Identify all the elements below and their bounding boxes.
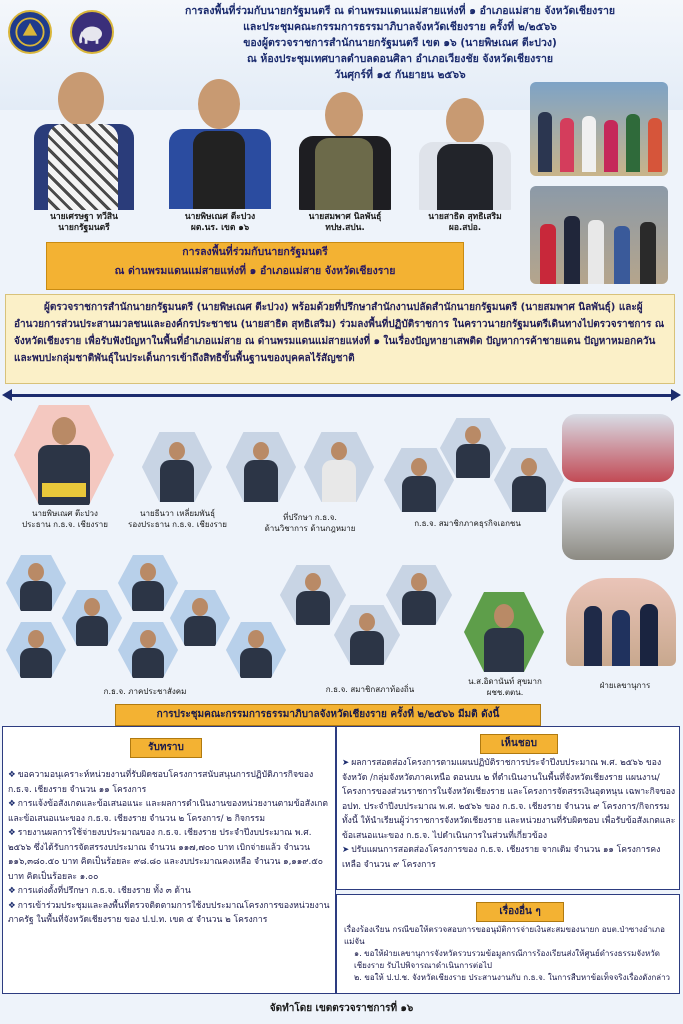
hex-photo-society	[6, 622, 66, 678]
hex-photo-society	[118, 622, 178, 678]
acknowledged-tag: รับทราบ	[130, 738, 202, 758]
acknowledged-list	[8, 768, 332, 928]
list-item: ๑. ขอให้ฝ่ายเลขานุการจังหวัดรวบรวมข้อมูลกรณีการร้องเรียนส่งให้ศูนย์ดำรงธรรมจังหวัดเชียงราย รับไปพิจารณาดำเนินการต่อไป	[354, 949, 660, 970]
visit-summary: ผู้ตรวจราชการสำนักนายกรัฐมนตรี (นายพิษเณศ ตีะปวง) พร้อมด้วยที่ปรึกษาสำนักงานปลัดสำนักนายกรัฐมนตรี (นายสมพาศ นิลพันธุ์) และผู้อำนวยการส่วนประสานมวลชนและองค์กรประชาชน (นายสาธิต สุทธิเสริม) ร่วมลงพื้นที่ปฏิบัติราชการ ในคราวนายกรัฐมนตรีเดินทางไปตรวจราชการ ณ จังหวัดเชียงราย เพื่อรับฟังปัญหาในพื้นที่อำเภอแม่สาย ณ ด่านพรมแดนแม่สายแห่งที่ ๑ ในเรื่องปัญหายาเสพติด ปัญหาการค้าชายแดน ปัญหาหมอกควัน และพบปะกลุ่มชาติพันธุ์ในประเด็นการเข้าถึงสิทธิขั้นพื้นฐานของบุคคลไร้สัญชาติ	[5, 294, 675, 384]
other-matters-tag: เรื่องอื่น ๆ	[476, 902, 564, 922]
meeting-room-photo	[562, 414, 674, 482]
meeting-room-photo	[562, 488, 674, 560]
group-label-advisor: ที่ปรึกษา ก.ธ.จ. ด้านวิชาการ ด้านกฎหมาย	[264, 513, 356, 533]
hex-photo-local	[386, 565, 452, 625]
portrait-caption: นายสาธิต สุทธิเสริม ผอ.สปอ.	[428, 212, 502, 233]
title-line: และประชุมคณะกรรมการธรรมาภิบาลจังหวัดเชียงราย ครั้งที่ ๒/๒๕๖๖	[243, 21, 557, 33]
hex-photo-member	[142, 432, 212, 502]
group-label-business: ก.ธ.จ. สมาชิกภาคธุรกิจเอกชน	[414, 519, 521, 528]
visit-banner	[46, 242, 464, 290]
event-photo-visit	[530, 186, 668, 284]
title-line: ณ ห้องประชุมเทศบาลตำบลดอนศิลา อำเภอเวียงชัย จังหวัดเชียงราย	[247, 53, 553, 65]
hex-photo-society	[226, 622, 286, 678]
portrait-photo-pm	[28, 70, 140, 210]
hex-photo-society	[6, 555, 66, 611]
hex-photo-rep	[464, 592, 544, 672]
banner-line: การลงพื้นที่ร่วมกับนายกรัฐมนตรี	[182, 246, 328, 258]
section-divider	[8, 394, 673, 397]
hex-photo-society	[170, 590, 230, 646]
hex-photo-chair	[14, 405, 114, 505]
portrait-caption: นายสมพาศ นิลพันธุ์ ทปษ.สปน.	[308, 212, 382, 233]
group-label-local-council: ก.ธ.จ. สมาชิกสภาท้องถิ่น	[325, 685, 415, 694]
hex-photo-society	[62, 590, 122, 646]
approved-list	[342, 756, 676, 872]
list-item: ➤ ผลการสอดส่องโครงการตามแผนปฏิบัติราชการประจำปีงบประมาณ พ.ศ. ๒๕๖๖ ของจังหวัด /กลุ่มจังหวัดภาคเหนือ ตอนบน ๒ ที่ดำเนินงานในพื้นที่จังหวัดเชียงราย แผนงาน/โครงการของส่วนราชการในจังหวัดเชียงราย และโครงการจัดสรรเงินอุดหนุน เฉพาะกิจของ อปท. ประจำปีงบประมาณ พ.ศ. ๒๕๖๖ ของ ก.ธ.จ. เชียงราย จำนวน ๙ โครงการ/กิจกรรม ทั้งนี้ ให้นำเรียนผู้ว่าราชการจังหวัดเชียงราย และหน่วยงานที่รับผิดชอบ เพื่อรับข้อสังเกตและข้อเสนอแนะของ ก.ธ.จ. ไปดำเนินการในส่วนที่เกี่ยวข้อง	[342, 758, 676, 841]
banner-line: ณ ด่านพรมแดนแม่สายแห่งที่ ๑ อำเภอแม่สาย จังหวัดเชียงราย	[114, 265, 396, 277]
list-item: ➤ ปรับแผนการสอดส่องโครงการของ ก.ธ.จ. เชียงราย จากเดิม จำนวน ๑๑ โครงการคงเหลือ จำนวน ๙ โครงการ	[342, 845, 661, 870]
hex-photo-local	[334, 605, 400, 665]
footer-credit: จัดทำโดย เขตตรวจราชการที่ ๑๖	[269, 1003, 414, 1014]
portrait-photo-advisor	[295, 88, 395, 210]
list-item: ❖ ขอความอนุเคราะห์หน่วยงานที่รับผิดชอบโครงการสนับสนุนการปฏิบัติภารกิจของ ก.ธ.จ. เชียงราย จำนวน ๑๑ โครงการ	[8, 770, 314, 795]
secretariat-photo	[566, 578, 676, 666]
meeting-resolution-bar: การประชุมคณะกรรมการธรรมาภิบาลจังหวัดเชียงราย ครั้งที่ ๒/๒๕๖๖ มีมติ ดังนี้	[115, 704, 541, 726]
hex-photo-member	[440, 418, 506, 478]
group-label-society: ก.ธ.จ. ภาคประชาสังคม	[103, 687, 187, 696]
header-title	[120, 3, 680, 83]
approved-tag: เห็นชอบ	[480, 734, 558, 754]
government-seal-logo	[8, 10, 52, 54]
title-line: วันศุกร์ที่ ๑๕ กันยายน ๒๕๖๖	[334, 69, 466, 81]
list-item: ❖ การแจ้งข้อสังเกตและข้อเสนอแนะ และผลการดำเนินงานของหน่วยงานตามข้อสังเกตและข้อเสนอแนะของ ก.ธ.จ. เชียงราย จำนวน ๒ โครงการ/ ๒ กิจกรรม	[8, 799, 328, 824]
portrait-photo-director	[415, 96, 515, 210]
other-intro: เรื่องร้องเรียน กรณีขอให้ตรวจสอบการขออนุมัติการจ่ายเงินสะสมของนายก อบต.ป่าซางอำเภอแม่จัน	[344, 925, 665, 946]
elephant-emblem-logo	[70, 10, 114, 54]
hex-photo-member	[304, 432, 374, 502]
group-label-secretariat: ฝ่ายเลขานุการ	[599, 681, 651, 690]
hex-photo-local	[280, 565, 346, 625]
portrait-caption: นายพิษเณศ ตีะปวง ผต.นร. เขต ๑๖	[184, 212, 256, 233]
group-label-rep: น.ส.อิดานันท์ สุขมาก ผชช.ตตน.	[468, 677, 542, 697]
title-line: การลงพื้นที่ร่วมกับนายกรัฐมนตรี ณ ด่านพรมแดนแม่สายแห่งที่ ๑ อำเภอแม่สาย จังหวัดเชียงราย	[185, 5, 615, 17]
hex-photo-member	[384, 448, 454, 512]
divider-arrow-right-icon	[671, 389, 681, 401]
list-item: ๒. ขอให้ ป.ป.ช. จังหวัดเชียงราย ประสานงานกับ ก.ธ.จ. ในการสืบหาข้อเท็จจริงเรื่องดังกล่าว	[354, 973, 671, 982]
list-item: ❖ การเข้าร่วมประชุมและลงพื้นที่ตรวจติดตามการใช้งบประมาณโครงการของหน่วยงานภาครัฐ ในพื้นที่จังหวัดเชียงราย ของ ป.ป.ท. เขต ๕ จำนวน ๒ โครงการ	[8, 900, 330, 925]
list-item: ❖ การแต่งตั้งที่ปรึกษา ก.ธ.จ. เชียงราย ทั้ง ๓ ด้าน	[8, 886, 191, 896]
hex-photo-member	[226, 432, 296, 502]
other-matters-list	[344, 924, 676, 984]
list-item: ❖ รายงานผลการใช้จ่ายงบประมาณของ ก.ธ.จ. เชียงราย ประจำปีงบประมาณ พ.ศ. ๒๕๖๖ ซึ่งได้รับการจัดสรรงบประมาณ จำนวน ๑๑๗,๗๐๐ บาท เบิกจ่ายแล้ว จำนวน ๑๑๖,๓๘๐.๕๐ บาท คิดเป็นร้อยละ ๙๘.๘๐ และงบประมาณคงเหลือ จำนวน ๑,๑๑๙.๕๐ บาท คิดเป็นร้อยละ ๑.๐๐	[8, 828, 323, 882]
portrait-caption: นายเศรษฐา ทวีสิน นายกรัฐมนตรี	[50, 212, 118, 233]
group-label-vice: นายธีนวา เหลี่ยมพันธุ์ รองประธาน ก.ธ.จ. เชียงราย	[128, 509, 227, 529]
hex-photo-society	[118, 555, 178, 611]
portrait-photo-inspector	[165, 75, 275, 210]
event-photo-crowd	[530, 82, 668, 176]
group-label-chair: นายพิษเณศ ตีะปวง ประธาน ก.ธ.จ. เชียงราย	[22, 509, 108, 529]
title-line: ของผู้ตรวจราชการสำนักนายกรัฐมนตรี เขต ๑๖ (นายพิษเณศ ตีะปวง)	[243, 37, 557, 49]
hex-photo-member	[494, 448, 564, 512]
